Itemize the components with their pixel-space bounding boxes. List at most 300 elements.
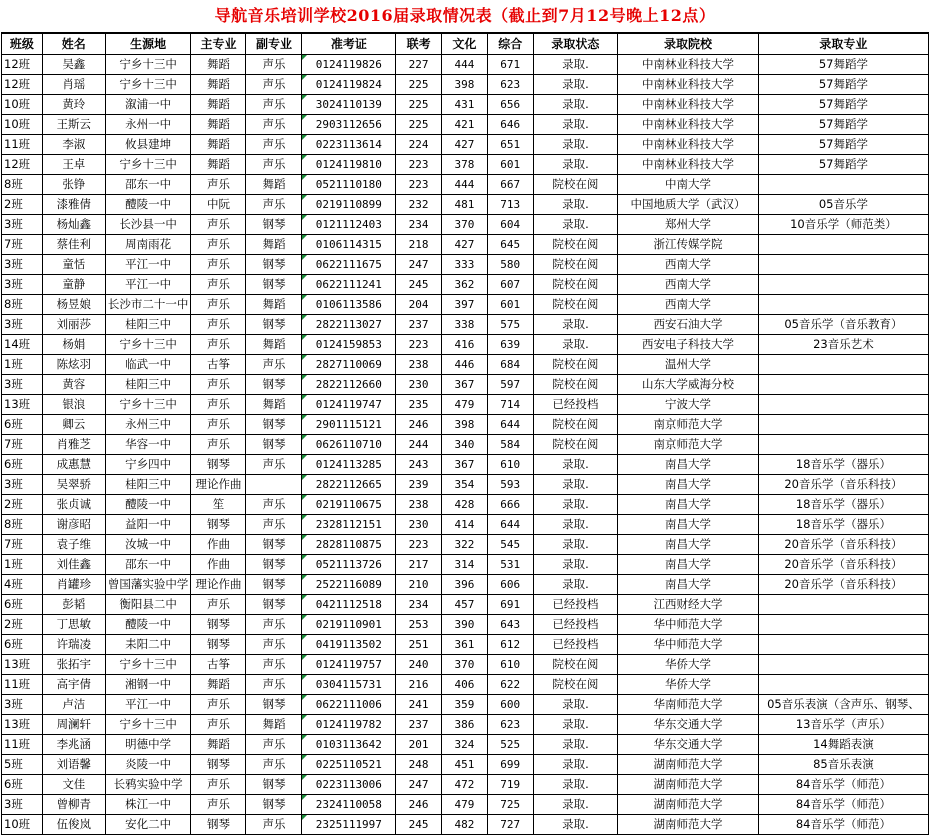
- cell-total-score: 593: [487, 475, 533, 495]
- cell-minor: 舞蹈: [246, 335, 302, 355]
- cell-minor: 声乐: [246, 355, 302, 375]
- cell-status: 录取.: [533, 195, 618, 215]
- cell-college: 南昌大学: [618, 575, 759, 595]
- cell-college: 西安电子科技大学: [618, 335, 759, 355]
- cell-status: 录取.: [533, 55, 618, 75]
- cell-culture-score: 361: [442, 635, 488, 655]
- cell-class: 3班: [2, 255, 43, 275]
- cell-origin: 耒阳二中: [105, 635, 191, 655]
- cell-class: 13班: [2, 395, 43, 415]
- cell-status: 院校在阅: [533, 295, 618, 315]
- cell-joint-score: 246: [396, 795, 442, 815]
- cell-exam-id: 0124119824: [302, 75, 396, 95]
- cell-college: 华东交通大学: [618, 735, 759, 755]
- cell-college: 郑州大学: [618, 215, 759, 235]
- cell-major: 声乐: [191, 435, 246, 455]
- cell-joint-score: 223: [396, 175, 442, 195]
- column-header-culture-score: 文化: [442, 33, 488, 55]
- cell-name: 吴翠骄: [42, 475, 105, 495]
- cell-status: 院校在阅: [533, 255, 618, 275]
- cell-class: 3班: [2, 375, 43, 395]
- cell-program: 20音乐学（音乐科技）: [758, 555, 928, 575]
- cell-exam-id: 2822112665: [302, 475, 396, 495]
- cell-joint-score: 234: [396, 595, 442, 615]
- cell-program: 57舞蹈学: [758, 75, 928, 95]
- header-row: [2, 33, 929, 55]
- cell-name: 周澜轩: [42, 715, 105, 735]
- cell-joint-score: 217: [396, 555, 442, 575]
- cell-status: 录取.: [533, 95, 618, 115]
- cell-class: 7班: [2, 535, 43, 555]
- cell-major: 声乐: [191, 415, 246, 435]
- cell-exam-id: 2828110875: [302, 535, 396, 555]
- cell-origin: 汝城一中: [105, 535, 191, 555]
- column-header-exam-id: 准考证: [302, 33, 396, 55]
- cell-culture-score: 338: [442, 315, 488, 335]
- cell-joint-score: 210: [396, 575, 442, 595]
- column-header-total-score: 综合: [487, 33, 533, 55]
- cell-name: 卿云: [42, 415, 105, 435]
- cell-status: 录取.: [533, 795, 618, 815]
- cell-culture-score: 367: [442, 375, 488, 395]
- cell-major: 舞蹈: [191, 135, 246, 155]
- cell-status: 院校在阅: [533, 175, 618, 195]
- cell-major: 声乐: [191, 255, 246, 275]
- cell-status: 录取.: [533, 335, 618, 355]
- cell-joint-score: 245: [396, 815, 442, 835]
- cell-culture-score: 333: [442, 255, 488, 275]
- cell-major: 声乐: [191, 295, 246, 315]
- cell-name: 漆雅倩: [42, 195, 105, 215]
- table-row: [2, 235, 929, 255]
- cell-program: 85音乐表演: [758, 755, 928, 775]
- cell-major: 舞蹈: [191, 155, 246, 175]
- cell-origin: 益阳一中: [105, 515, 191, 535]
- cell-origin: 邵东一中: [105, 175, 191, 195]
- cell-class: 6班: [2, 415, 43, 435]
- cell-program: 05音乐学（音乐教育）: [758, 315, 928, 335]
- cell-status: 录取.: [533, 535, 618, 555]
- table-row: [2, 595, 929, 615]
- cell-culture-score: 406: [442, 675, 488, 695]
- cell-status: 已经投档: [533, 615, 618, 635]
- table-row: [2, 95, 929, 115]
- cell-joint-score: 245: [396, 275, 442, 295]
- table-row: [2, 55, 929, 75]
- cell-exam-id: 0223113614: [302, 135, 396, 155]
- cell-program: [758, 395, 928, 415]
- cell-joint-score: 238: [396, 495, 442, 515]
- table-row: [2, 695, 929, 715]
- cell-exam-id: 0225110521: [302, 755, 396, 775]
- cell-class: 11班: [2, 135, 43, 155]
- cell-joint-score: 204: [396, 295, 442, 315]
- column-header-minor: 副专业: [246, 33, 302, 55]
- cell-college: 中南林业科技大学: [618, 95, 759, 115]
- cell-minor: 声乐: [246, 115, 302, 135]
- cell-name: 高宇倩: [42, 675, 105, 695]
- cell-status: 录取.: [533, 715, 618, 735]
- cell-total-score: 691: [487, 595, 533, 615]
- cell-program: [758, 175, 928, 195]
- cell-major: 声乐: [191, 235, 246, 255]
- cell-minor: 钢琴: [246, 795, 302, 815]
- cell-exam-id: 0124119782: [302, 715, 396, 735]
- cell-culture-score: 451: [442, 755, 488, 775]
- table-row: [2, 675, 929, 695]
- cell-program: 05音乐学: [758, 195, 928, 215]
- cell-status: 录取.: [533, 755, 618, 775]
- cell-name: 刘语馨: [42, 755, 105, 775]
- cell-major: 声乐: [191, 175, 246, 195]
- cell-total-score: 606: [487, 575, 533, 595]
- cell-joint-score: 234: [396, 215, 442, 235]
- cell-culture-score: 397: [442, 295, 488, 315]
- cell-minor: 声乐: [246, 615, 302, 635]
- table-row: [2, 555, 929, 575]
- cell-total-score: 713: [487, 195, 533, 215]
- cell-total-score: 601: [487, 155, 533, 175]
- cell-origin: 临武一中: [105, 355, 191, 375]
- cell-class: 11班: [2, 735, 43, 755]
- cell-major: 声乐: [191, 275, 246, 295]
- cell-culture-score: 431: [442, 95, 488, 115]
- table-row: [2, 135, 929, 155]
- cell-origin: 永州三中: [105, 415, 191, 435]
- cell-college: 南昌大学: [618, 455, 759, 475]
- cell-name: 陈炫羽: [42, 355, 105, 375]
- cell-major: 声乐: [191, 215, 246, 235]
- cell-college: 江西财经大学: [618, 595, 759, 615]
- table-row: [2, 575, 929, 595]
- cell-minor: 钢琴: [246, 315, 302, 335]
- table-row: [2, 775, 929, 795]
- cell-culture-score: 428: [442, 495, 488, 515]
- cell-class: 12班: [2, 75, 43, 95]
- cell-total-score: 666: [487, 495, 533, 515]
- cell-minor: 钢琴: [246, 555, 302, 575]
- table-row: [2, 215, 929, 235]
- cell-total-score: 525: [487, 735, 533, 755]
- cell-major: 理论作曲: [191, 575, 246, 595]
- cell-exam-id: 0223113006: [302, 775, 396, 795]
- cell-program: [758, 675, 928, 695]
- cell-origin: 宁乡四中: [105, 455, 191, 475]
- cell-exam-id: 2522116089: [302, 575, 396, 595]
- cell-major: 笙: [191, 495, 246, 515]
- cell-college: 宁波大学: [618, 395, 759, 415]
- cell-major: 声乐: [191, 335, 246, 355]
- cell-joint-score: 225: [396, 95, 442, 115]
- cell-joint-score: 253: [396, 615, 442, 635]
- cell-class: 13班: [2, 655, 43, 675]
- column-header-joint-score: 联考: [396, 33, 442, 55]
- admission-table: [1, 32, 929, 835]
- cell-minor: 声乐: [246, 55, 302, 75]
- cell-culture-score: 446: [442, 355, 488, 375]
- cell-college: 中国地质大学（武汉）: [618, 195, 759, 215]
- cell-class: 3班: [2, 275, 43, 295]
- cell-exam-id: 0124119747: [302, 395, 396, 415]
- cell-program: 20音乐学（音乐科技）: [758, 575, 928, 595]
- cell-college: 华中师范大学: [618, 615, 759, 635]
- cell-name: 成惠慧: [42, 455, 105, 475]
- cell-exam-id: 0622111241: [302, 275, 396, 295]
- cell-minor: 声乐: [246, 495, 302, 515]
- cell-program: [758, 435, 928, 455]
- table-row: [2, 395, 929, 415]
- cell-program: 18音乐学（器乐）: [758, 515, 928, 535]
- cell-exam-id: 2903112656: [302, 115, 396, 135]
- cell-program: 14舞蹈表演: [758, 735, 928, 755]
- cell-minor: 声乐: [246, 735, 302, 755]
- cell-program: 57舞蹈学: [758, 155, 928, 175]
- cell-name: 刘佳鑫: [42, 555, 105, 575]
- table-row: [2, 175, 929, 195]
- table-row: [2, 335, 929, 355]
- cell-total-score: 644: [487, 515, 533, 535]
- cell-name: 张贞诚: [42, 495, 105, 515]
- cell-name: 蔡佳利: [42, 235, 105, 255]
- cell-class: 10班: [2, 95, 43, 115]
- cell-college: 湖南师范大学: [618, 815, 759, 835]
- cell-status: 录取.: [533, 135, 618, 155]
- cell-total-score: 601: [487, 295, 533, 315]
- cell-class: 7班: [2, 435, 43, 455]
- cell-minor: 钢琴: [246, 215, 302, 235]
- cell-program: 10音乐学（师范类）: [758, 215, 928, 235]
- page-title: 导航音乐培训学校2016届录取情况表（截止到7月12号晚上12点）: [214, 6, 716, 25]
- cell-culture-score: 354: [442, 475, 488, 495]
- cell-minor: 钢琴: [246, 275, 302, 295]
- cell-college: 中南林业科技大学: [618, 115, 759, 135]
- cell-origin: 长沙市二十一中: [105, 295, 191, 315]
- cell-minor: 声乐: [246, 155, 302, 175]
- cell-college: 中南林业科技大学: [618, 75, 759, 95]
- table-row: [2, 255, 929, 275]
- cell-class: 4班: [2, 575, 43, 595]
- cell-status: 录取.: [533, 515, 618, 535]
- cell-exam-id: 2822112660: [302, 375, 396, 395]
- cell-college: 中南林业科技大学: [618, 135, 759, 155]
- cell-class: 8班: [2, 515, 43, 535]
- cell-college: 南昌大学: [618, 535, 759, 555]
- table-row: [2, 115, 929, 135]
- cell-program: [758, 235, 928, 255]
- cell-college: 西安石油大学: [618, 315, 759, 335]
- cell-exam-id: 0521113726: [302, 555, 396, 575]
- cell-minor: 声乐: [246, 675, 302, 695]
- table-row: [2, 475, 929, 495]
- cell-major: 中阮: [191, 195, 246, 215]
- cell-minor: 声乐: [246, 655, 302, 675]
- cell-origin: 平江一中: [105, 695, 191, 715]
- cell-class: 10班: [2, 815, 43, 835]
- cell-joint-score: 223: [396, 155, 442, 175]
- cell-origin: 曾国藩实验中学: [105, 575, 191, 595]
- cell-name: 肖罐珍: [42, 575, 105, 595]
- table-row: [2, 755, 929, 775]
- cell-exam-id: 0304115731: [302, 675, 396, 695]
- cell-culture-score: 362: [442, 275, 488, 295]
- cell-major: 钢琴: [191, 615, 246, 635]
- cell-program: [758, 375, 928, 395]
- table-row: [2, 635, 929, 655]
- cell-minor: 钢琴: [246, 575, 302, 595]
- cell-culture-score: 396: [442, 575, 488, 595]
- cell-name: 曾柳青: [42, 795, 105, 815]
- cell-name: 张铮: [42, 175, 105, 195]
- cell-origin: 安化二中: [105, 815, 191, 835]
- table-row: [2, 375, 929, 395]
- cell-exam-id: 0124119826: [302, 55, 396, 75]
- cell-culture-score: 398: [442, 415, 488, 435]
- cell-name: 杨灿鑫: [42, 215, 105, 235]
- cell-culture-score: 457: [442, 595, 488, 615]
- cell-program: [758, 615, 928, 635]
- cell-program: 05音乐表演（含声乐、钢琴、: [758, 695, 928, 715]
- cell-status: 录取.: [533, 495, 618, 515]
- cell-name: 张拓宇: [42, 655, 105, 675]
- cell-exam-id: 2325111997: [302, 815, 396, 835]
- cell-program: 20音乐学（音乐科技）: [758, 535, 928, 555]
- cell-college: 西南大学: [618, 255, 759, 275]
- cell-name: 杨娟: [42, 335, 105, 355]
- cell-major: 声乐: [191, 395, 246, 415]
- cell-origin: 平江一中: [105, 275, 191, 295]
- cell-college: 华中师范大学: [618, 635, 759, 655]
- cell-exam-id: 0219110899: [302, 195, 396, 215]
- column-header-major: 主专业: [191, 33, 246, 55]
- cell-name: 许瑞凌: [42, 635, 105, 655]
- cell-minor: 声乐: [246, 635, 302, 655]
- cell-origin: 株江一中: [105, 795, 191, 815]
- cell-joint-score: 230: [396, 375, 442, 395]
- cell-culture-score: 324: [442, 735, 488, 755]
- cell-total-score: 604: [487, 215, 533, 235]
- cell-total-score: 612: [487, 635, 533, 655]
- cell-origin: 炎陵一中: [105, 755, 191, 775]
- cell-program: 13音乐学（声乐）: [758, 715, 928, 735]
- cell-name: 黄玲: [42, 95, 105, 115]
- cell-name: 刘丽莎: [42, 315, 105, 335]
- cell-status: 录取.: [533, 735, 618, 755]
- cell-exam-id: 2827110069: [302, 355, 396, 375]
- cell-culture-score: 416: [442, 335, 488, 355]
- cell-exam-id: 0622111006: [302, 695, 396, 715]
- cell-program: 84音乐学（师范）: [758, 815, 928, 835]
- cell-total-score: 610: [487, 455, 533, 475]
- cell-name: 童恬: [42, 255, 105, 275]
- cell-total-score: 727: [487, 815, 533, 835]
- cell-status: 录取.: [533, 555, 618, 575]
- cell-status: 院校在阅: [533, 415, 618, 435]
- cell-program: 84音乐学（师范）: [758, 795, 928, 815]
- cell-total-score: 622: [487, 675, 533, 695]
- cell-joint-score: 237: [396, 715, 442, 735]
- table-row: [2, 195, 929, 215]
- cell-major: 舞蹈: [191, 95, 246, 115]
- cell-exam-id: 3024110139: [302, 95, 396, 115]
- cell-exam-id: 0124119810: [302, 155, 396, 175]
- cell-college: 山东大学威海分校: [618, 375, 759, 395]
- cell-exam-id: 0121112403: [302, 215, 396, 235]
- cell-origin: 宁乡十三中: [105, 75, 191, 95]
- cell-major: 舞蹈: [191, 735, 246, 755]
- cell-culture-score: 314: [442, 555, 488, 575]
- cell-total-score: 725: [487, 795, 533, 815]
- cell-program: [758, 355, 928, 375]
- cell-name: 肖瑶: [42, 75, 105, 95]
- cell-culture-score: 398: [442, 75, 488, 95]
- cell-joint-score: 238: [396, 355, 442, 375]
- cell-name: 杨昱娘: [42, 295, 105, 315]
- cell-total-score: 719: [487, 775, 533, 795]
- cell-joint-score: 223: [396, 535, 442, 555]
- cell-status: 录取.: [533, 75, 618, 95]
- cell-name: 袁子维: [42, 535, 105, 555]
- cell-status: 院校在阅: [533, 435, 618, 455]
- cell-major: 声乐: [191, 795, 246, 815]
- cell-major: 钢琴: [191, 635, 246, 655]
- table-row: [2, 295, 929, 315]
- cell-major: 声乐: [191, 375, 246, 395]
- cell-status: 院校在阅: [533, 655, 618, 675]
- cell-class: 3班: [2, 475, 43, 495]
- cell-minor: 钢琴: [246, 435, 302, 455]
- cell-exam-id: 2324110058: [302, 795, 396, 815]
- cell-total-score: 639: [487, 335, 533, 355]
- cell-program: 57舞蹈学: [758, 135, 928, 155]
- cell-name: 李兆涵: [42, 735, 105, 755]
- cell-minor: 钢琴: [246, 695, 302, 715]
- cell-origin: 宁乡十三中: [105, 395, 191, 415]
- cell-origin: 永州一中: [105, 115, 191, 135]
- cell-minor: 声乐: [246, 755, 302, 775]
- cell-status: 录取.: [533, 815, 618, 835]
- cell-major: 古筝: [191, 655, 246, 675]
- cell-total-score: 623: [487, 75, 533, 95]
- cell-origin: 宁乡十三中: [105, 55, 191, 75]
- cell-minor: 舞蹈: [246, 715, 302, 735]
- cell-college: 中南林业科技大学: [618, 155, 759, 175]
- cell-class: 12班: [2, 55, 43, 75]
- table-row: [2, 75, 929, 95]
- cell-joint-score: 251: [396, 635, 442, 655]
- cell-joint-score: 216: [396, 675, 442, 695]
- cell-major: 作曲: [191, 555, 246, 575]
- cell-joint-score: 225: [396, 75, 442, 95]
- cell-minor: 舞蹈: [246, 295, 302, 315]
- cell-culture-score: 421: [442, 115, 488, 135]
- cell-class: 13班: [2, 715, 43, 735]
- cell-total-score: 610: [487, 655, 533, 675]
- cell-origin: 明德中学: [105, 735, 191, 755]
- cell-joint-score: 218: [396, 235, 442, 255]
- table-row: [2, 315, 929, 335]
- table-row: [2, 735, 929, 755]
- cell-origin: 醴陵一中: [105, 195, 191, 215]
- table-row: [2, 795, 929, 815]
- cell-culture-score: 444: [442, 55, 488, 75]
- cell-college: 湖南师范大学: [618, 755, 759, 775]
- cell-origin: 醴陵一中: [105, 495, 191, 515]
- cell-name: 丁思敏: [42, 615, 105, 635]
- cell-joint-score: 201: [396, 735, 442, 755]
- table-row: [2, 615, 929, 635]
- cell-name: 黄容: [42, 375, 105, 395]
- cell-origin: 桂阳三中: [105, 375, 191, 395]
